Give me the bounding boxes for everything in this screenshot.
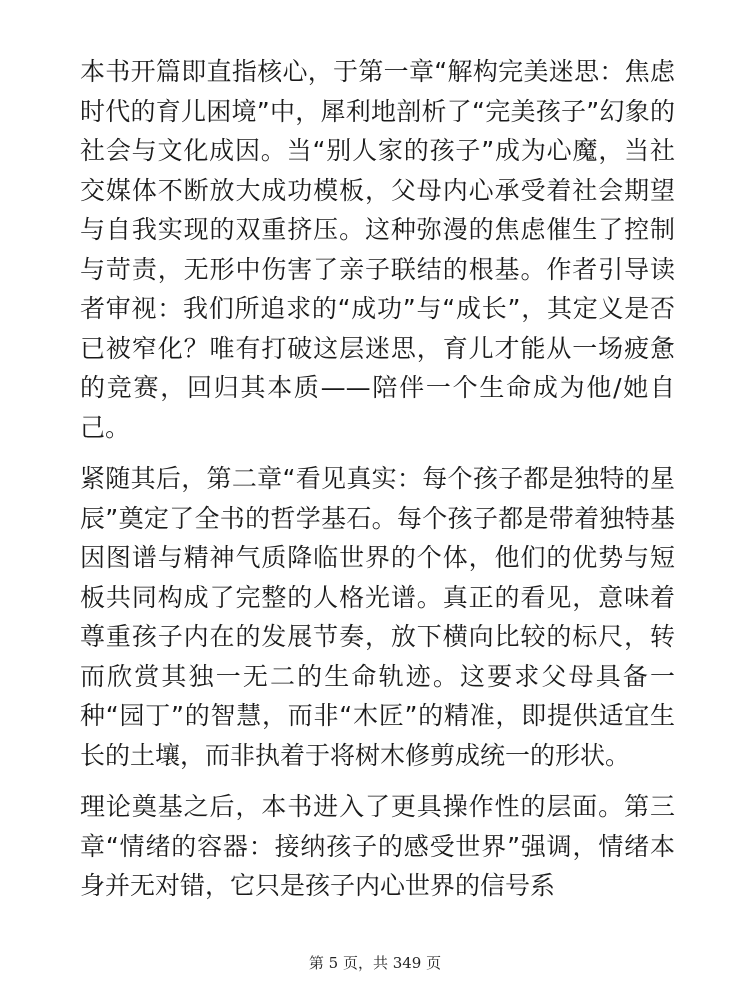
paragraph-3: 理论奠基之后，本书进入了更具操作性的层面。第三章“情绪的容器：接纳孩子的感受世界”强调，情绪本身并无对错，它只是孩子内心世界的信号系 [80, 792, 675, 900]
page-number-footer: 第 5 页，共 349 页 [308, 954, 442, 972]
paragraph-2: 紧随其后，第二章“看见真实：每个孩子都是独特的星辰”奠定了全书的哲学基石。每个孩子都是带着独特基因图谱与精神气质降临世界的个体，他们的优势与短板共同构成了完整的人格光谱。真正的看见，意味着尊重孩子内在的发展节奏，放下横向比较的标尺，转而欣赏其独一无二的生命轨迹。这要求父母具备一种“园丁”的智慧，而非“木匠”的精准，即提供适宜生长的土壤，而非执着于将树木修剪成统一的形状。 [80, 464, 675, 770]
paragraph-1: 本书开篇即直指核心，于第一章“解构完美迷思：焦虑时代的育儿困境”中，犀利地剖析了“完美孩子”幻象的社会与文化成因。当“别人家的孩子”成为心魔，当社交媒体不断放大成功模板，父母内心承受着社会期望与自我实现的双重挤压。这种弥漫的焦虑催生了控制与苛责，无形中伤害了亲子联结的根基。作者引导读者审视：我们所追求的“成功”与“成长”，其定义是否已被窄化？唯有打破这层迷思，育儿才能从一场疲惫的竞赛，回归其本质——陪伴一个生命成为他/她自己。 [80, 57, 675, 442]
body-text [80, 52, 675, 918]
